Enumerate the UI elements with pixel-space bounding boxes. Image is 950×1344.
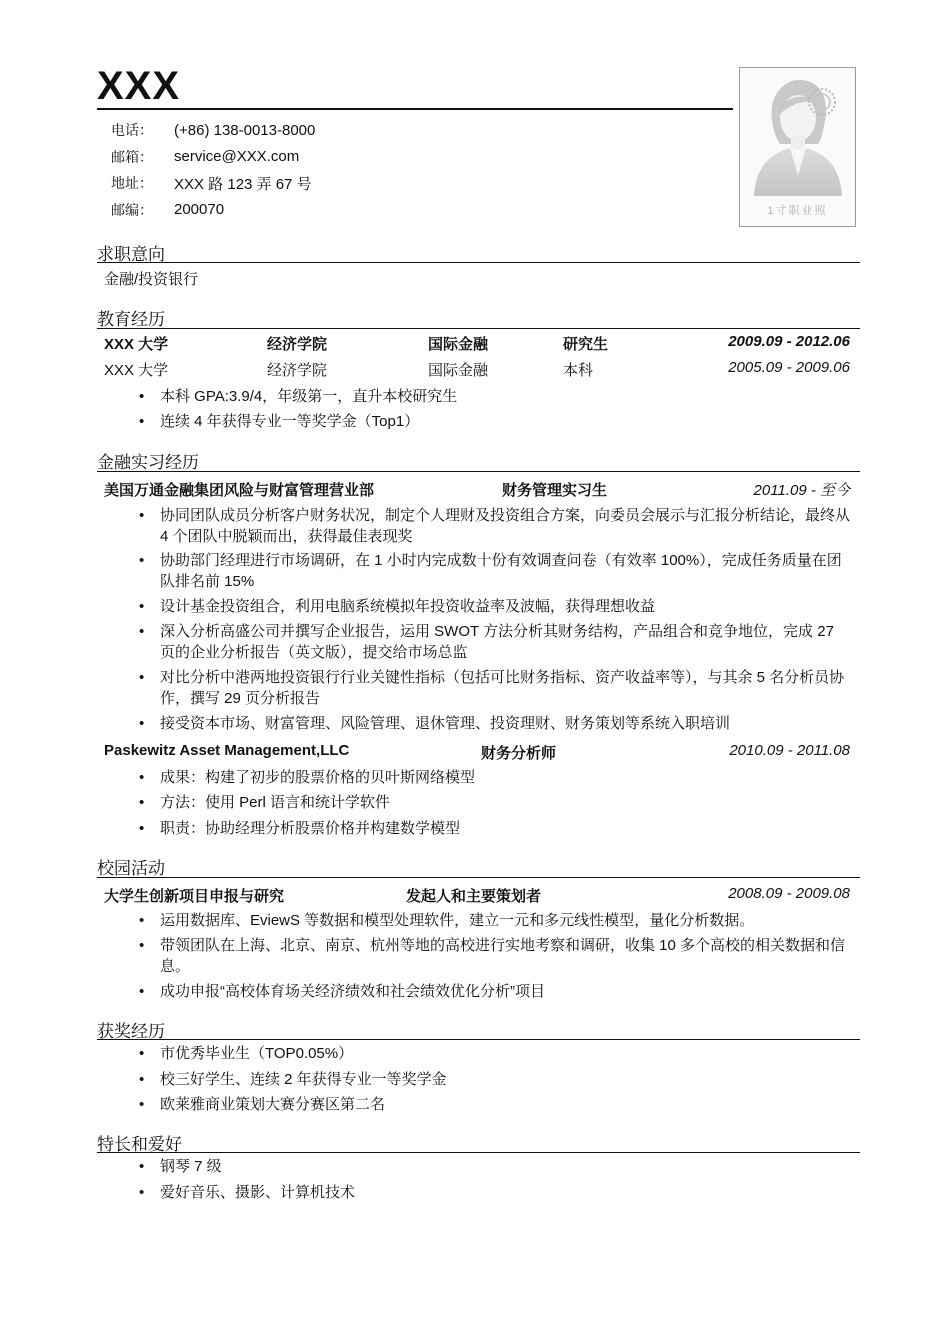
education-school: XXX 大学 (104, 336, 169, 353)
award-bullet: • 校三好学生、连续 2 年获得专业一等奖学金 (160, 1069, 850, 1090)
job-bullet: • 设计基金投资组合，利用电脑系统模拟年投资收益率及波幅，获得理想收益 (160, 596, 850, 617)
section-divider (97, 1039, 860, 1040)
job-bullet: • 协同团队成员分析客户财务状况，制定个人理财及投资组合方案，向委员会展示与汇报分析结论，最终从 4 个团队中脱颖而出，获得最佳表现奖 (160, 505, 850, 547)
education-row (104, 359, 850, 381)
campus-project: 大学生创新项目申报与研究 (104, 888, 285, 905)
contact-postcode-value: 200070 (174, 201, 225, 219)
contact-email-value: service@XXX.com (174, 148, 300, 166)
job-bullet: • 对比分析中港两地投资银行行业关键性指标（包括可比财务指标、资产收益率等），与其余 5 名分析员协作，撰写 29 页分析报告 (160, 667, 850, 709)
job-role: 财务管理实习生 (502, 482, 608, 499)
education-bullet: • 连续 4 年获得专业一等奖学金（Top1） (160, 411, 850, 432)
job-header (104, 742, 850, 764)
section-title-campus: 校园活动 (97, 859, 165, 878)
campus-bullet: • 带领团队在上海、北京、南京、杭州等地的高校进行实地考察和调研，收集 10 多个高校的相关数据和信息。 (160, 935, 850, 977)
education-major: 国际金融 (428, 336, 489, 353)
hobby-bullet: • 钢琴 7 级 (160, 1156, 850, 1177)
section-divider (97, 1152, 860, 1153)
campus-bullet: • 运用数据库、EviewS 等数据和模型处理软件，建立一元和多元线性模型，量化分析数据。 (160, 910, 850, 931)
contact-postcode-row (111, 197, 315, 224)
job-bullet: • 方法：使用 Perl 语言和统计学软件 (160, 792, 850, 813)
job-bullet: • 接受资本市场、财富管理、风险管理、退休管理、投资理财、财务策划等系统入职培训 (160, 713, 850, 734)
job-role: 财务分析师 (481, 745, 557, 762)
job-dates: 2011.09 - 至今 (753, 482, 850, 499)
contact-phone-label: 电话： (111, 123, 153, 140)
campus-dates: 2008.09 - 2009.08 (728, 885, 850, 902)
section-title-education: 教育经历 (97, 310, 165, 329)
section-divider (97, 262, 860, 263)
objective-text: 金融/投资银行 (104, 271, 199, 288)
job-company: Paskewitz Asset Management,LLC (104, 742, 350, 759)
contact-email-label: 邮箱： (111, 149, 153, 166)
education-college: 经济学院 (267, 336, 328, 353)
section-title-awards: 获奖经历 (97, 1022, 165, 1041)
education-dates: 2009.09 - 2012.06 (728, 333, 850, 350)
award-bullet: • 欧莱雅商业策划大赛分赛区第二名 (160, 1094, 850, 1115)
award-bullet: • 市优秀毕业生（TOP0.05%） (160, 1043, 850, 1064)
section-divider (97, 328, 860, 329)
section-divider (97, 471, 860, 472)
person-silhouette-icon (740, 68, 855, 198)
photo-caption: 1寸职业照 (767, 205, 828, 217)
job-bullet: • 职责：协助经理分析股票价格并构建数学模型 (160, 818, 850, 839)
job-header (104, 479, 850, 501)
section-title-hobbies: 特长和爱好 (97, 1135, 182, 1154)
campus-bullet: • 成功申报“高校体育场关经济绩效和社会绩效优化分析”项目 (160, 981, 850, 1002)
section-title-objective: 求职意向 (97, 245, 165, 264)
job-company: 美国万通金融集团风险与财富管理营业部 (104, 482, 375, 499)
contact-phone-row (111, 117, 315, 144)
candidate-name: XXX (97, 64, 181, 108)
job-dates: 2010.09 - 2011.08 (729, 742, 850, 759)
name-divider (97, 108, 733, 110)
contact-address-row (111, 170, 315, 197)
education-degree: 本科 (563, 362, 594, 379)
section-title-internships: 金融实习经历 (97, 453, 199, 472)
education-school: XXX 大学 (104, 362, 169, 379)
education-bullet: • 本科 GPA:3.9/4，年级第一，直升本校研究生 (160, 386, 850, 407)
education-college: 经济学院 (267, 362, 328, 379)
education-row (104, 333, 850, 355)
contact-email-row (111, 144, 315, 171)
contact-block (111, 117, 315, 223)
job-bullet: • 协助部门经理进行市场调研，在 1 小时内完成数十份有效调查问卷（有效率 100%），完成任务质量在团队排名前 15% (160, 550, 850, 592)
job-bullet: • 深入分析高盛公司并撰写企业报告，运用 SWOT 方法分析其财务结构，产品组合和竞争地位，完成 27 页的企业分析报告（英文版），提交给市场总监 (160, 621, 850, 663)
section-divider (97, 877, 860, 878)
contact-postcode-label: 邮编： (111, 202, 153, 219)
education-dates: 2005.09 - 2009.06 (728, 359, 850, 376)
contact-address-value: XXX 路 123 弄 67 号 (174, 175, 312, 193)
hobby-bullet: • 爱好音乐、摄影、计算机技术 (160, 1182, 850, 1203)
contact-phone-value: (+86) 138-0013-8000 (174, 121, 316, 139)
education-major: 国际金融 (428, 362, 489, 379)
contact-address-label: 地址： (111, 176, 153, 193)
photo-placeholder (739, 67, 856, 227)
job-bullet: • 成果：构建了初步的股票价格的贝叶斯网络模型 (160, 767, 850, 788)
campus-header (104, 885, 850, 907)
campus-role: 发起人和主要策划者 (406, 888, 542, 905)
education-degree: 研究生 (563, 336, 609, 353)
